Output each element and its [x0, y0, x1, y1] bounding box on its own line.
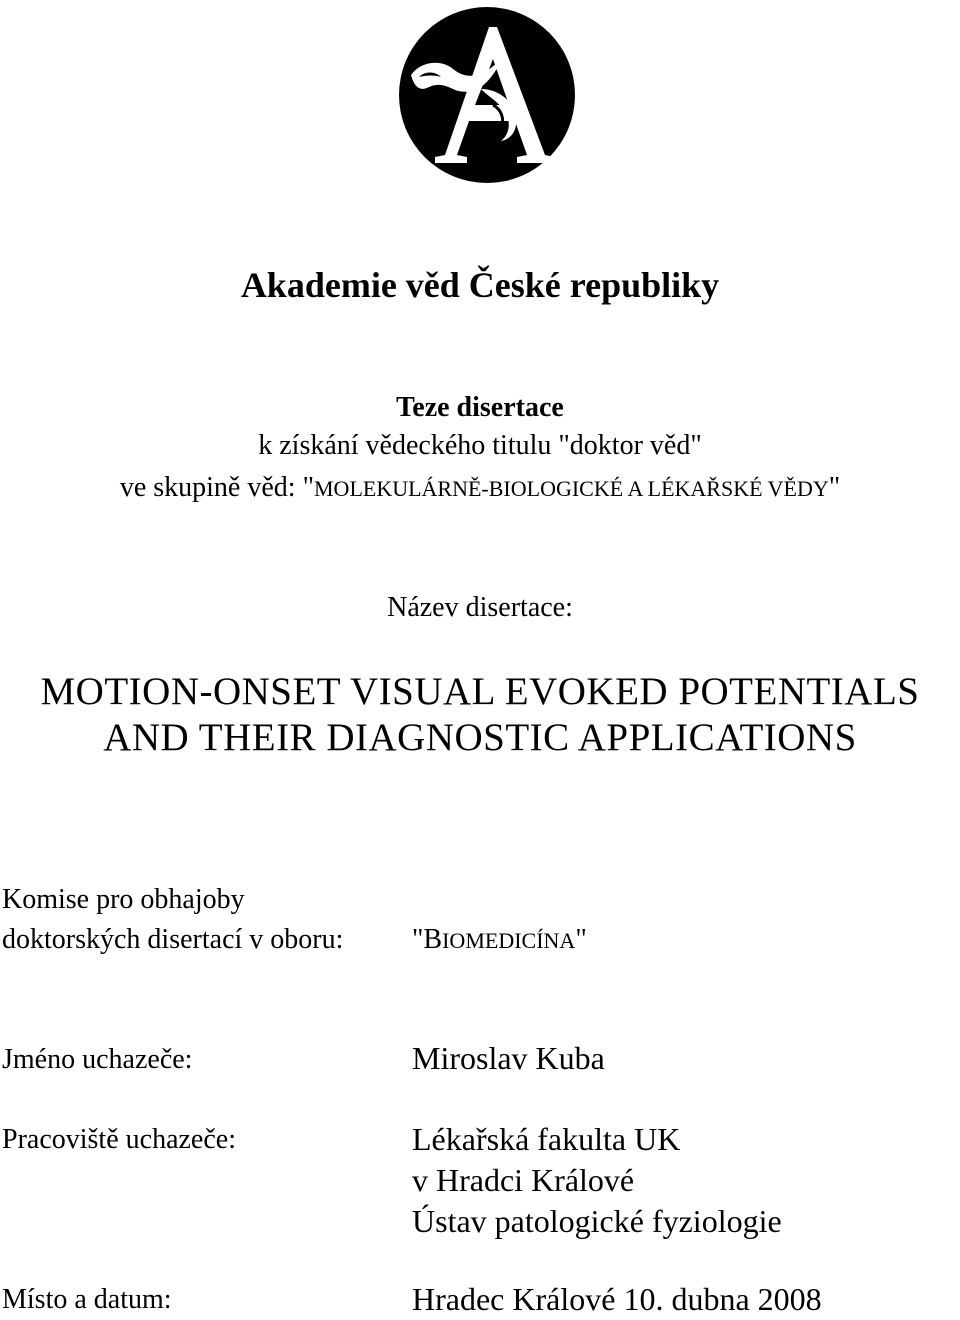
science-group-prefix: ve skupině věd: ": [119, 472, 314, 503]
candidate-name-label: Jméno uchazeče:: [2, 1044, 193, 1075]
dissertation-title-line-2: AND THEIR DIAGNOSTIC APPLICATIONS: [103, 716, 857, 759]
dissertation-title-line-1: MOTION-ONSET VISUAL EVOKED POTENTIALS: [40, 670, 920, 713]
workplace-line-2: v Hradci Králové: [412, 1162, 635, 1198]
field-prefix: "B: [412, 924, 443, 955]
thesis-type-label: Teze disertace: [396, 392, 564, 423]
workplace-label: Pracoviště uchazeče:: [2, 1124, 236, 1155]
candidate-name-value: Miroslav Kuba: [412, 1040, 605, 1076]
field-name: IOMEDICÍNA: [442, 928, 576, 953]
place-date-value: Hradec Králové 10. dubna 2008: [412, 1281, 822, 1317]
field-of-study: [412, 920, 587, 961]
committee-line-1: Komise pro obhajoby: [2, 884, 245, 915]
science-group-suffix: ": [828, 472, 841, 503]
committee-line-2: doktorských disertací v oboru:: [2, 924, 344, 955]
science-group-name: MOLEKULÁRNĚ-BIOLOGICKÉ A LÉKAŘSKÉ VĚDY: [314, 476, 829, 501]
academy-logo-icon: [397, 5, 577, 185]
workplace-line-1: Lékařská fakulta UK: [412, 1121, 681, 1157]
institution-title: Akademie věd České republiky: [240, 265, 720, 305]
workplace-line-3: Ústav patologické fyziologie: [412, 1203, 782, 1239]
science-group-line: [0, 468, 960, 509]
field-suffix: ": [575, 924, 587, 955]
place-date-label: Místo a datum:: [2, 1284, 172, 1315]
dissertation-name-label: Název disertace:: [387, 592, 573, 623]
degree-line: k získání vědeckého titulu "doktor věd": [258, 430, 702, 461]
